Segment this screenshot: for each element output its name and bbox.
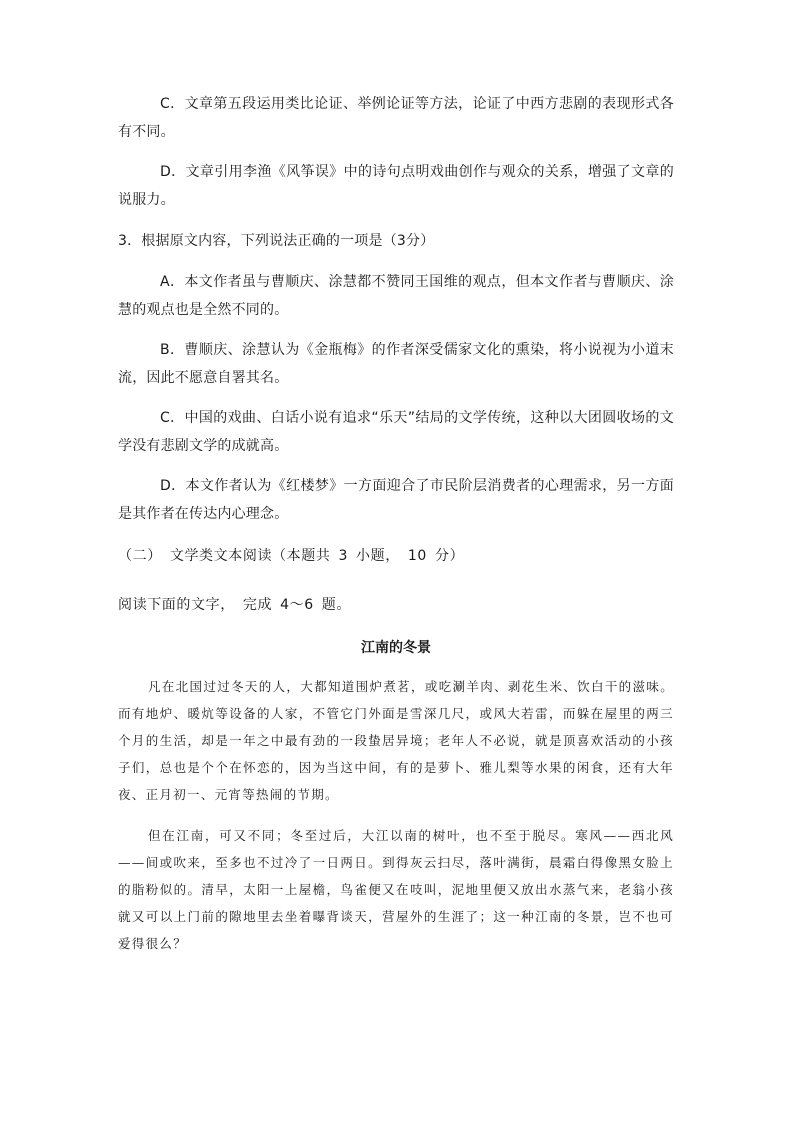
essay-paragraph-1: 凡在北国过过冬天的人，大都知道围炉煮茗，或吃涮羊肉、剥花生米、饮白干的滋味。而有地炉、暖炕等设备的人家，不管它门外面是雪深几尺，或风大若雷，而躲在屋里的两三个月的生活，却是一年之中最有劲的一段蛰居异境；老年人不必说，就是顶喜欢活动的小孩子们，总也是个个在怀恋的，因为当这中间，有的是萝卜、雅儿梨等水果的闲食，还有大年夜、正月初一、元宵等热闹的节期。 <box>118 679 674 802</box>
essay-title: 江南的冬景 <box>361 640 431 656</box>
q2-option-d: D．文章引用李渔《风筝误》中的诗句点明戏曲创作与观众的关系，增强了文章的说服力。 <box>118 164 674 208</box>
q3-option-b: B．曹顺庆、涂慧认为《金瓶梅》的作者深受儒家文化的熏染，将小说视为小道末流，因此不愿意自署其名。 <box>118 342 674 386</box>
q2-option-c: C．文章第五段运用类比论证、举例论证等方法，论证了中西方悲剧的表现形式各有不同。 <box>118 96 674 140</box>
q3-option-a: A．本文作者虽与曹顺庆、涂慧都不赞同王国维的观点，但本文作者与曹顺庆、涂慧的观点也是全然不同的。 <box>118 274 674 318</box>
q3-stem: 3．根据原文内容，下列说法正确的一项是（3分） <box>118 233 435 249</box>
q3-option-c: C．中国的戏曲、白话小说有追求“乐天”结局的文学传统，这种以大团圆收场的文学没有悲剧文学的成就高。 <box>118 410 674 454</box>
q3-option-d: D．本文作者认为《红楼梦》一方面迎合了市民阶层消费者的心理需求，另一方面是其作者在传达内心理念。 <box>118 478 674 522</box>
reading-instruction: 阅读下面的文字， 完成 4～6 题。 <box>118 597 351 613</box>
section-heading: （二） 文学类文本阅读（本题共 3 小题， 10 分） <box>118 548 465 564</box>
essay-paragraph-2: 但在江南，可又不同；冬至过后，大江以南的树叶，也不至于脱尽。寒风——西北风——间或吹来，至多也不过冷了一日两日。到得灰云扫尽，落叶满街，晨霜白得像黑女脸上的脂粉似的。清早，太阳一上屋檐，鸟雀便又在吱叫，泥地里便又放出水蒸气来，老翁小孩就又可以上门前的隙地里去坐着曝背谈天，营屋外的生涯了；这一种江南的冬景，岂不也可爱得很么？ <box>118 828 674 951</box>
